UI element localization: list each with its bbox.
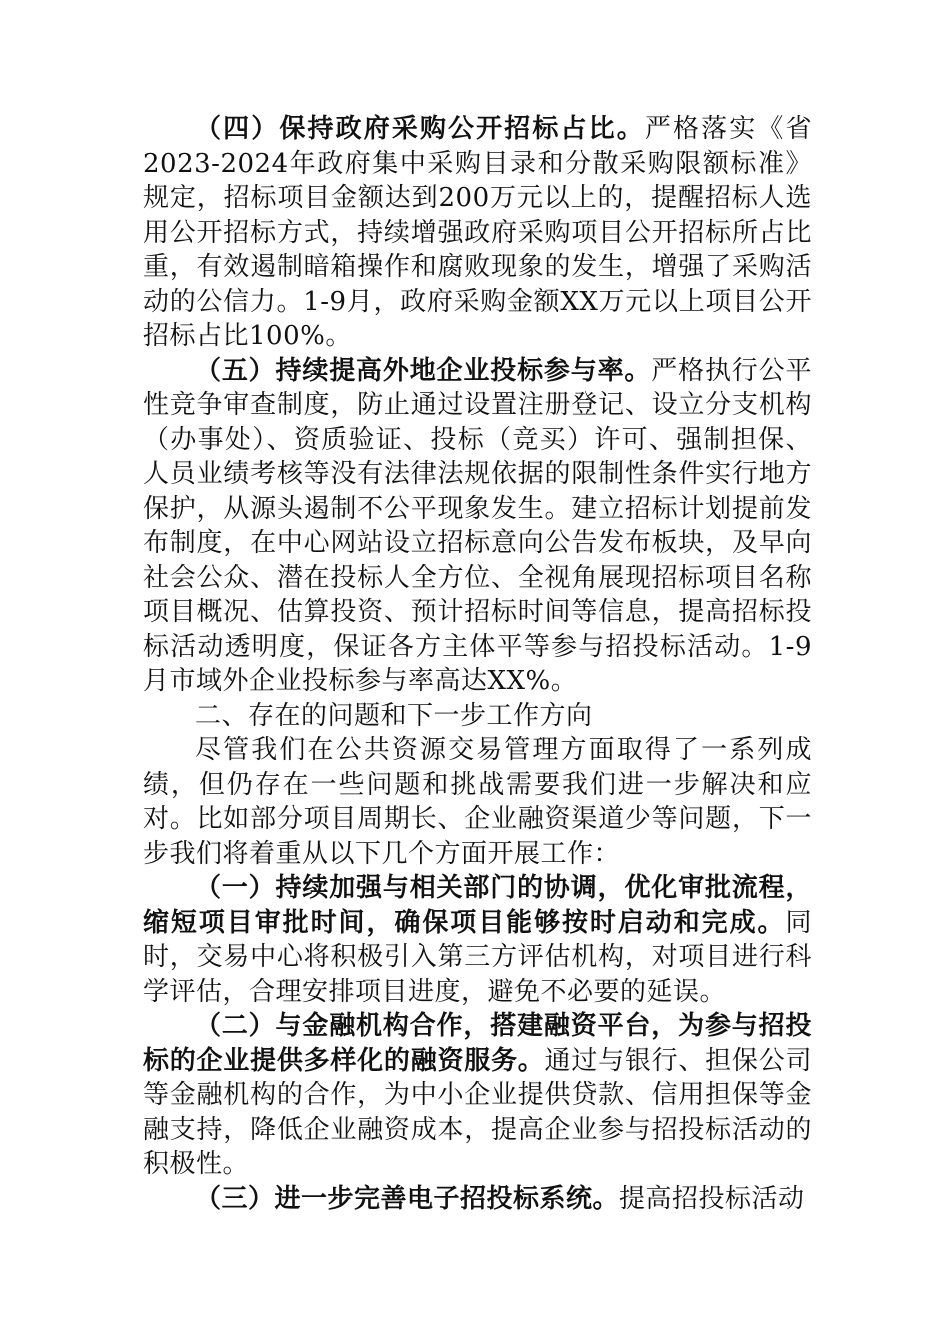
measure-approval-coordination (143, 871, 812, 1009)
section-heading: 二、存在的问题和下一步工作方向 (195, 700, 593, 731)
measure-lead: （三）进一步完善电子招投标系统。 (195, 1183, 620, 1214)
measure-lead: （二）与金融机构合作，搭建融资平台，为参与招投标的企业提供多样化的融资服务。 (143, 1011, 812, 1076)
measure-electronic-bidding (143, 1182, 812, 1217)
paragraph-lead: （四）保持政府采购公开招标占比。 (195, 114, 645, 144)
section-intro: 尽管我们在公共资源交易管理方面取得了一系列成绩，但仍存在一些问题和挑战需要我们进一步解决和应对。比如部分项目周期长、企业融资渠道少等问题，下一步我们将着重从以下几个方面开展工作： (143, 735, 812, 869)
measure-financing-platform (143, 1009, 812, 1182)
paragraph-body: 严格落实《省2023-2024年政府集中采购目录和分散采购限额标准》规定，招标项目金额达到200万元以上的，提醒招标人选用公开招标方式，持续增强政府采购项目公开招标所占比重，有效遏制暗箱操作和腐败现象的发生，增强了采购活动的公信力。1-9月，政府采购金额XX万元以上项目公开招标占比100%。 (143, 114, 812, 351)
paragraph-lead: （五）持续提高外地企业投标参与率。 (195, 355, 652, 386)
measure-body: 同时，交易中心将积极引入第三方评估机构，对项目进行科学评估，合理安排项目进度，避免不必要的延误。 (143, 907, 812, 1007)
measure-body: 通过与银行、担保公司等金融机构的合作，为中小企业提供贷款、信用担保等金融支持，降低企业融资成本，提高企业参与招投标活动的积极性。 (143, 1045, 812, 1179)
measure-body: 提高招投标活动 (619, 1183, 805, 1214)
paragraph-procurement-tender-ratio (143, 112, 812, 354)
paragraph-external-bidder-rate (143, 354, 812, 699)
measure-lead: （一）持续加强与相关部门的协调，优化审批流程，缩短项目审批时间，确保项目能够按时启动和完成。 (143, 873, 812, 938)
paragraph-body: 严格执行公平性竞争审查制度，防止通过设置注册登记、设立分支机构（办事处）、资质验证、投标（竞买）许可、强制担保、人员业绩考核等没有法律法规依据的限制性条件实行地方保护，从源头遏制不公平现象发生。建立招标计划提前发布制度，在中心网站设立招标意向公告发布板块，及早向社会公众、潜在投标人全方位、全视角展现招标项目名称项目概况、估算投资、预计招标时间等信息，提高招标投标活动透明度，保证各方主体平等参与招投标活动。1-9月市域外企业投标参与率高达XX%。 (143, 355, 812, 696)
